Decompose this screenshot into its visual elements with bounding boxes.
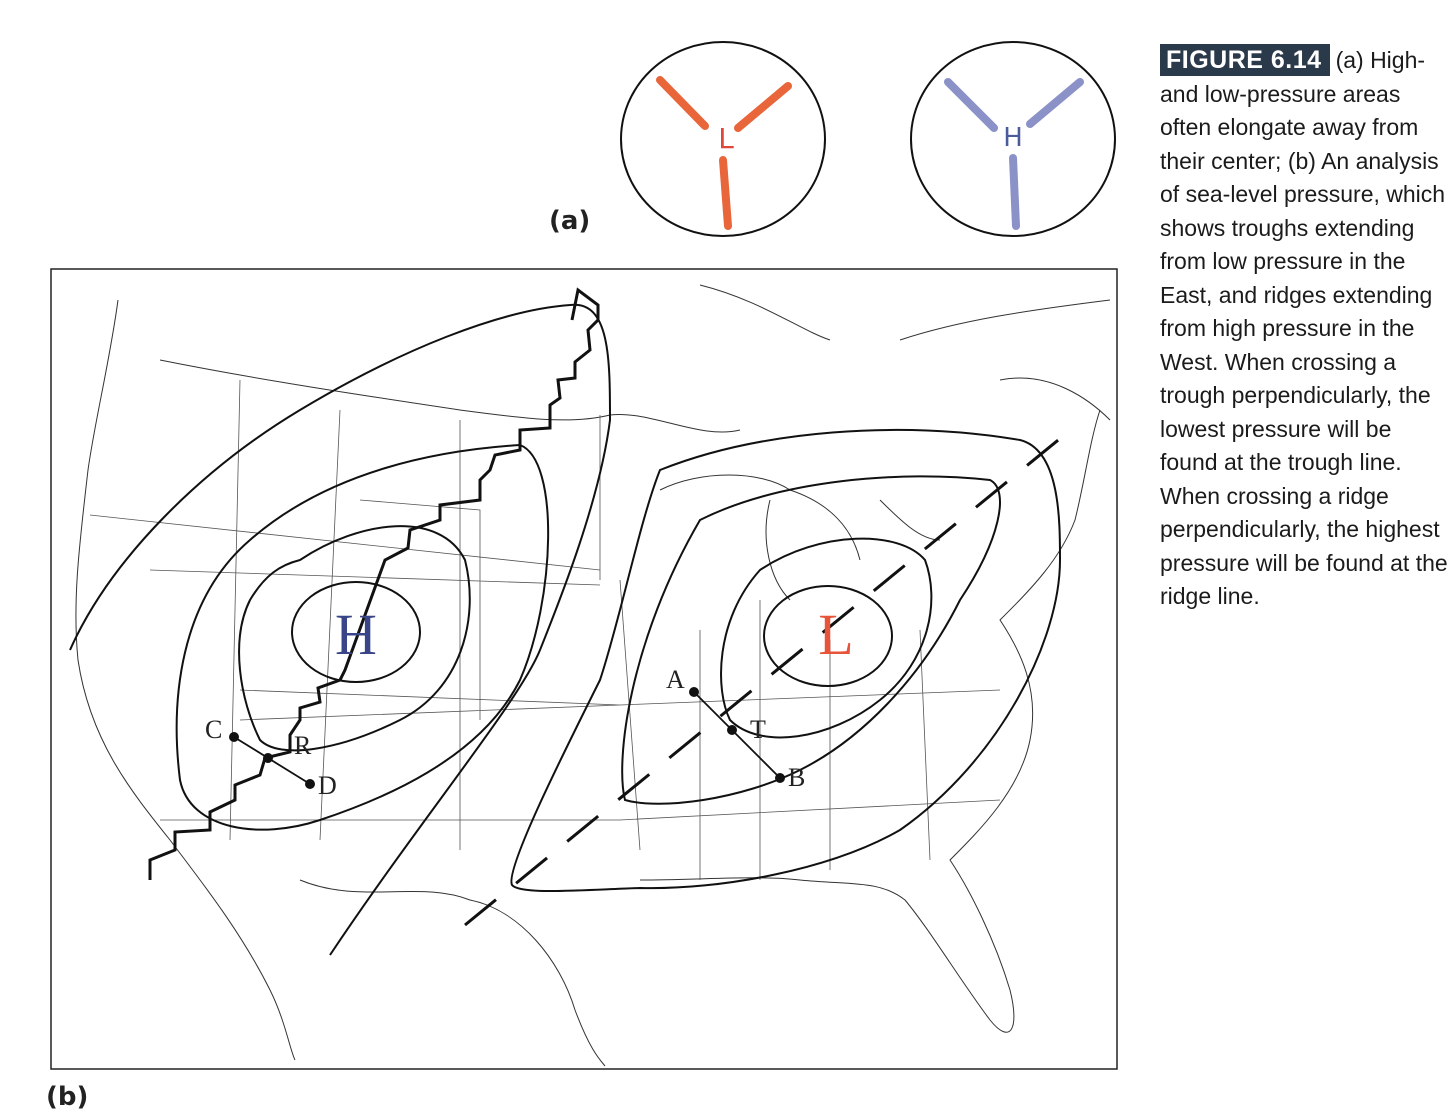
point-t-label: T: [750, 715, 766, 744]
figure-caption: [1160, 44, 1450, 614]
low-symbol-small: L: [718, 122, 734, 155]
point-b-marker: [775, 773, 785, 783]
low-symbol-map: L: [818, 602, 854, 667]
point-d-label: D: [318, 771, 337, 800]
panel-b-label: (b): [46, 1082, 89, 1112]
map-frame: [51, 269, 1117, 1069]
point-r-marker: [263, 753, 273, 763]
figure-number-badge: FIGURE 6.14: [1160, 44, 1330, 76]
point-c-label: C: [205, 715, 223, 744]
figure-caption-text: (a) High- and low-pressure areas often elongate away from their center; (b) An analysis of sea-level pressure, which shows troughs extending from low pressure in the East, and ridges extending from high pressure in the West. When crossing a trough perpendicularly, the lowest pressure will be found at the trough line. When crossing a ridge perpendicularly, the highest pressure will be found at the ridge line.: [1160, 47, 1448, 609]
point-b-label: B: [788, 763, 806, 792]
point-a-marker: [689, 687, 699, 697]
high-symbol-small: H: [1003, 123, 1023, 153]
point-c-marker: [229, 732, 239, 742]
point-a-label: A: [666, 665, 685, 694]
high-symbol-map: H: [335, 602, 377, 667]
point-r-label: R: [294, 731, 312, 760]
panel-a-label: (a): [549, 206, 591, 236]
point-t-marker: [727, 725, 737, 735]
point-d-marker: [305, 779, 315, 789]
